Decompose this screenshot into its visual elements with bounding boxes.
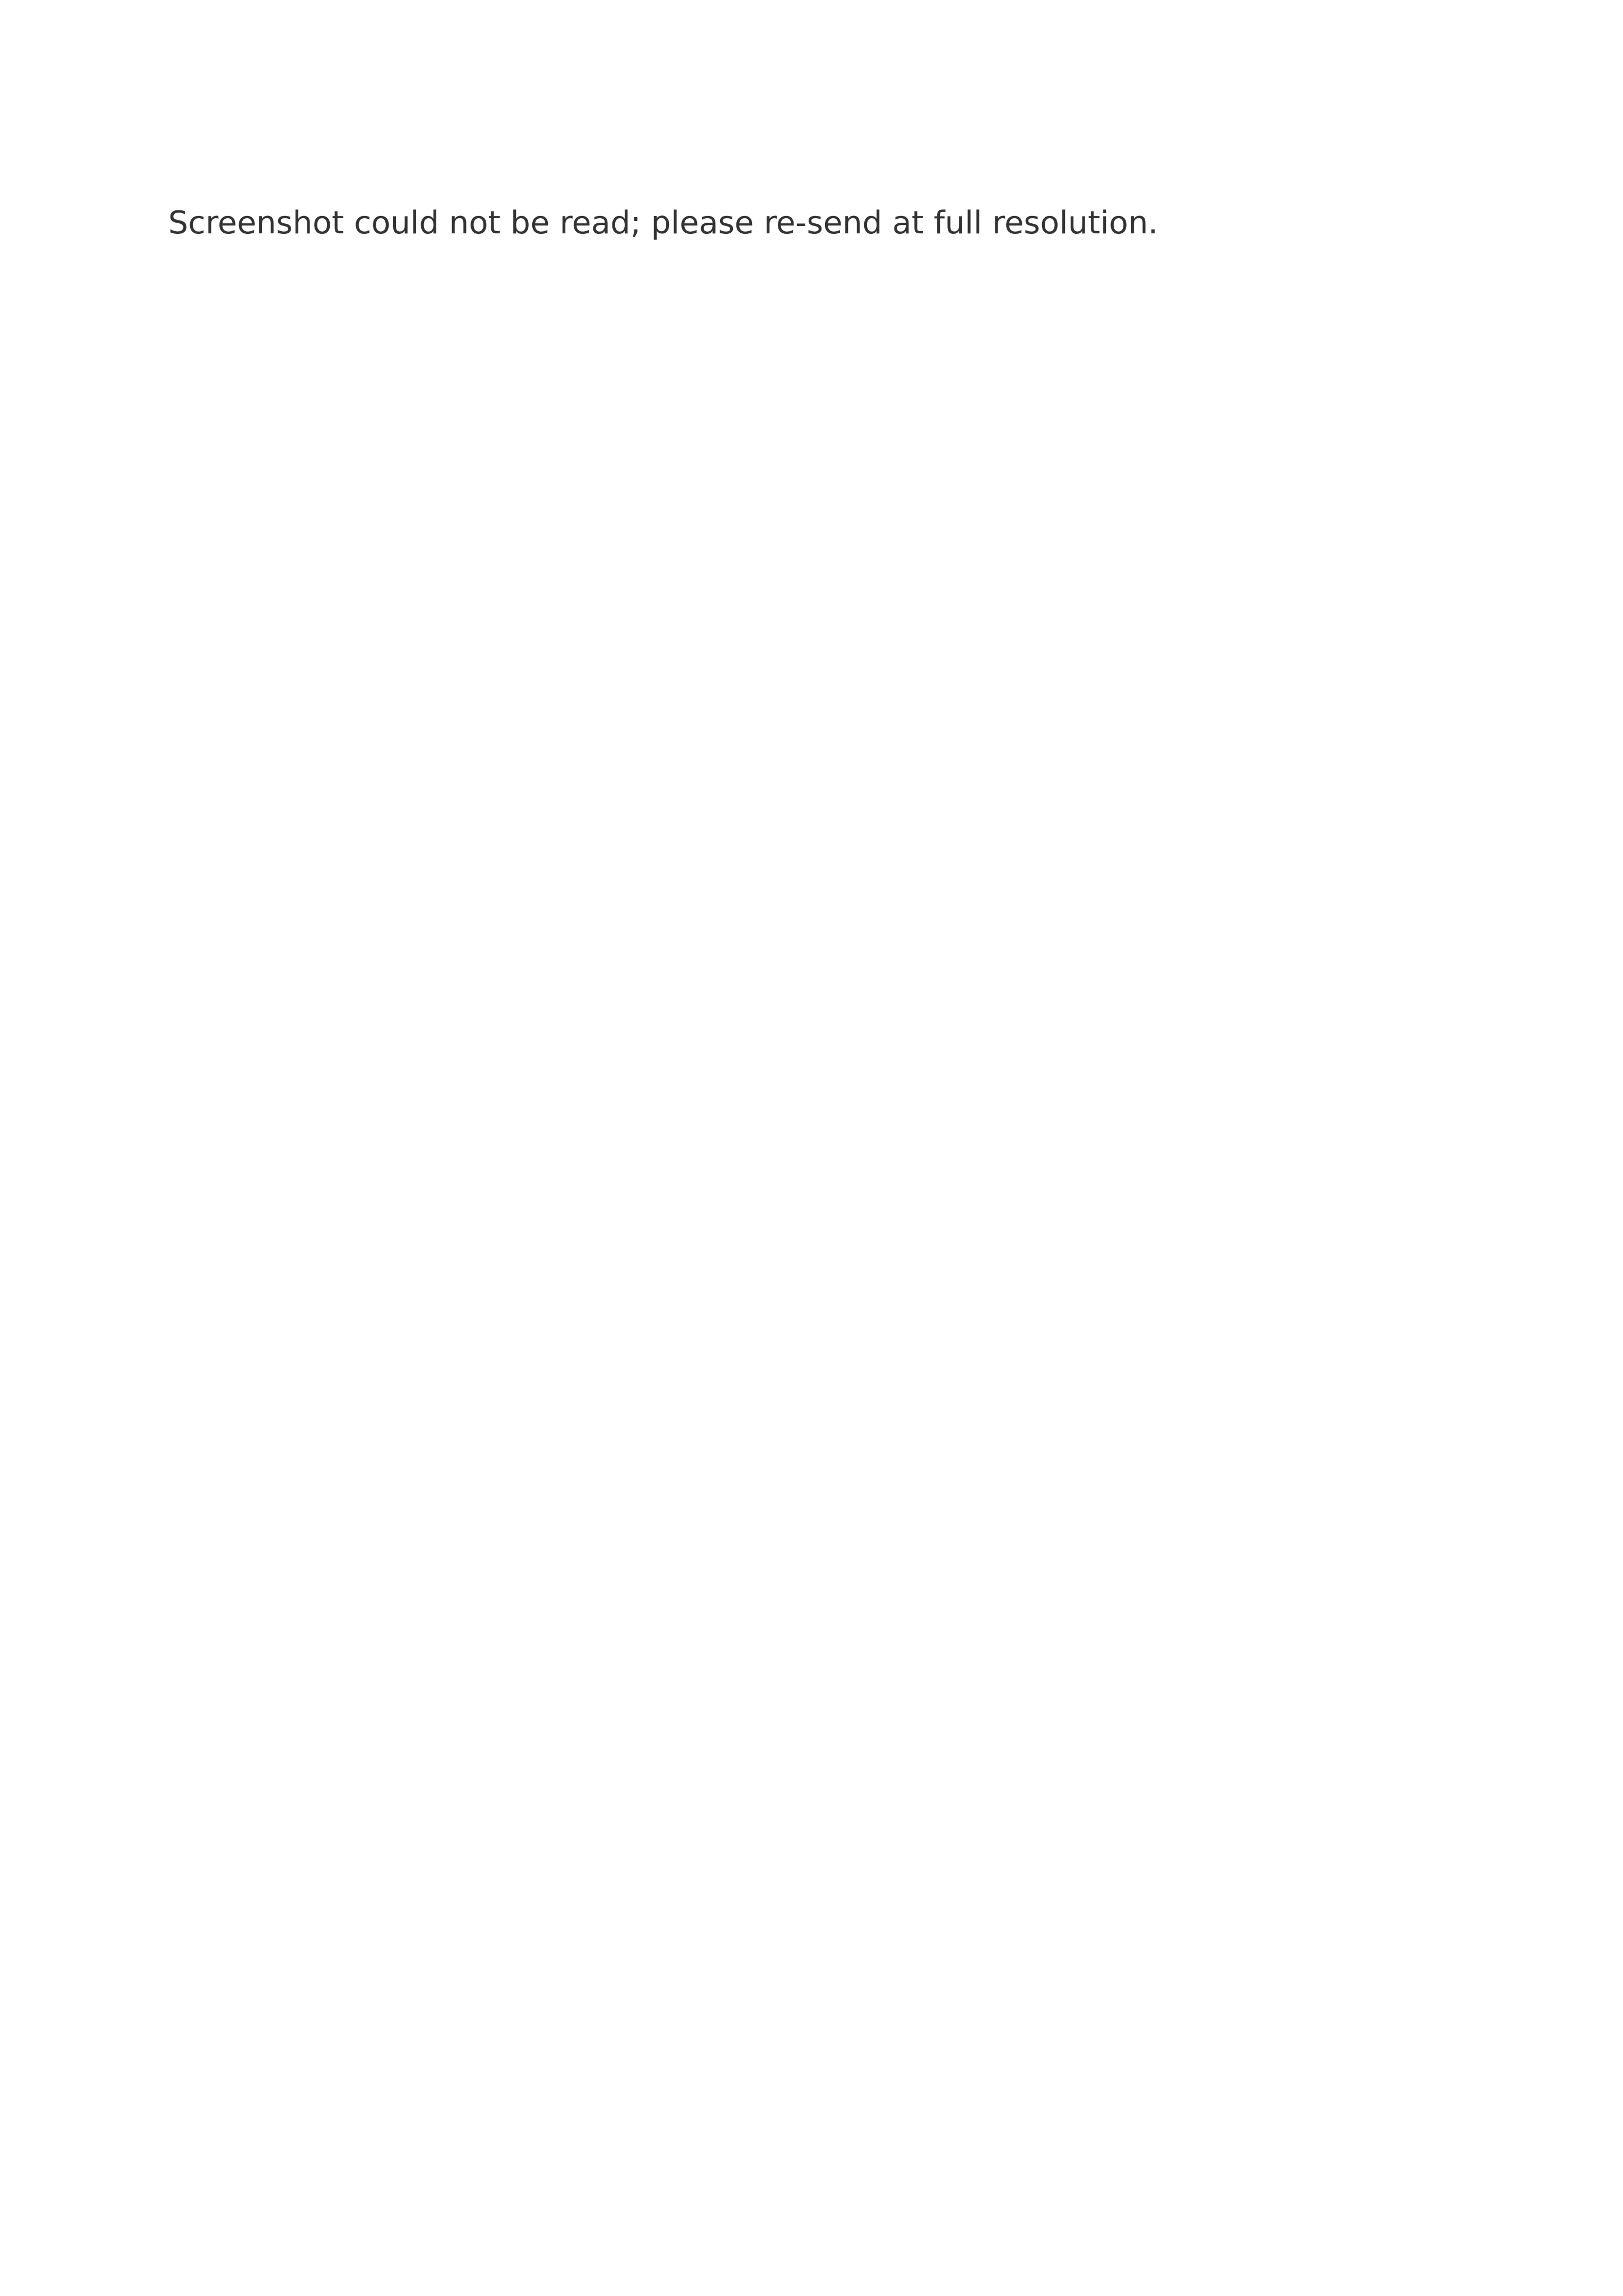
notice-text: Screenshot could not be read; please re-send at full resolution. [168,205,1158,241]
